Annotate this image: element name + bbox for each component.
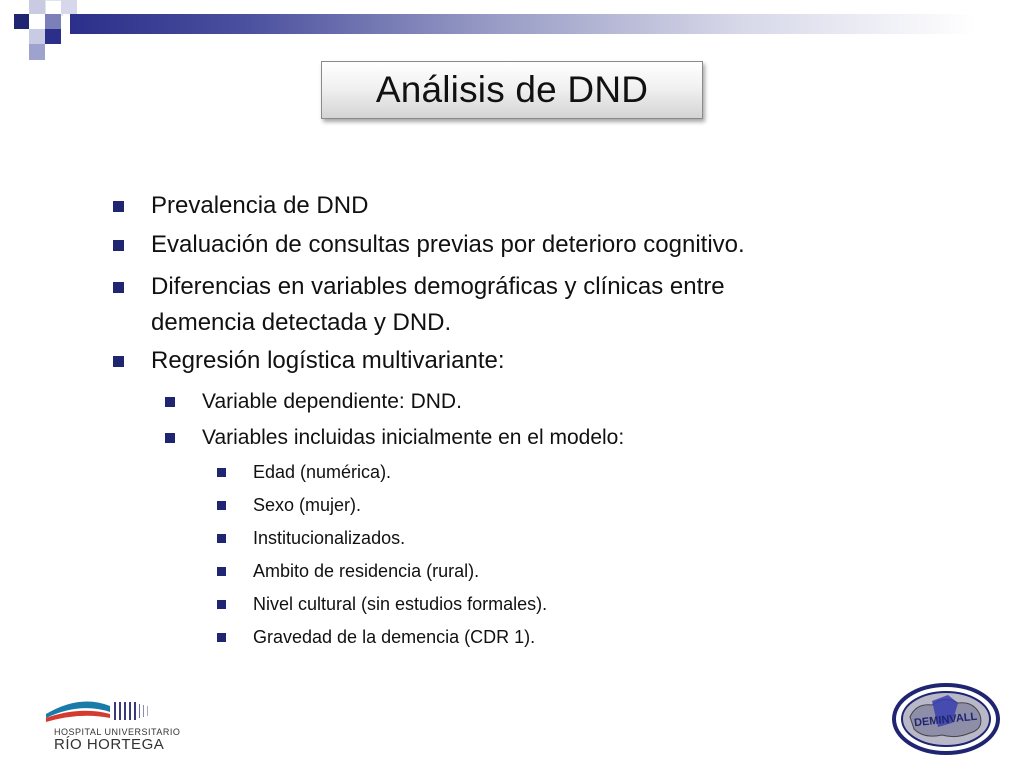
- brain-logo-icon: [892, 683, 1000, 755]
- sub-sub-bullet-text: Institucionalizados.: [253, 528, 406, 548]
- sub-sub-bullet-text: Sexo (mujer).: [253, 495, 362, 515]
- sub-sub-bullet-item: [253, 525, 405, 551]
- hospital-logo-mark: [40, 692, 190, 726]
- sub-bullet-item: [202, 388, 462, 416]
- sub-sub-bullet-text: Edad (numérica).: [253, 462, 392, 482]
- sub-sub-bullet-item: [253, 591, 547, 617]
- sub-bullet-marker: [165, 433, 175, 443]
- deminvall-logo: [892, 683, 1000, 755]
- sub-bullet-text: Variable dependiente: DND.: [202, 390, 462, 413]
- sub-sub-bullet-text: Nivel cultural (sin estudios formales).: [253, 594, 548, 614]
- hospital-name-big: RÍO HORTEGA: [54, 736, 165, 753]
- bullet-text: Diferencias en variables demográficas y clínicas entre: [151, 273, 725, 300]
- sub-bullet-marker: [165, 397, 175, 407]
- bullet-item: [151, 188, 368, 224]
- sub-sub-bullet-text: Ambito de residencia (rural).: [253, 561, 480, 581]
- bullet-marker: [113, 240, 124, 251]
- bullet-item: [151, 343, 505, 379]
- bullet-text: Prevalencia de DND: [151, 192, 369, 219]
- bullet-item: [151, 269, 725, 305]
- bullet-text: demencia detectada y DND.: [151, 309, 452, 336]
- hospital-logo: [40, 692, 190, 758]
- sub-sub-bullet-marker: [217, 534, 226, 543]
- bullet-text: Evaluación de consultas previas por deterioro cognitivo.: [151, 231, 745, 258]
- sub-bullet-item: [202, 424, 624, 452]
- hospital-name-small: HOSPITAL UNIVERSITARIO: [54, 727, 181, 737]
- sub-sub-bullet-marker: [217, 468, 226, 477]
- sub-bullet-text: Variables incluidas inicialmente en el modelo:: [202, 426, 625, 449]
- sub-sub-bullet-item: [253, 459, 391, 485]
- bullet-item-continuation: [151, 305, 451, 341]
- sub-sub-bullet-item: [253, 558, 479, 584]
- bullet-marker: [113, 282, 124, 293]
- sub-sub-bullet-text: Gravedad de la demencia (CDR 1).: [253, 627, 536, 647]
- deminvall-text: DEMINVALL: [913, 710, 978, 730]
- sub-sub-bullet-marker: [217, 633, 226, 642]
- sub-sub-bullet-marker: [217, 600, 226, 609]
- bullet-text: Regresión logística multivariante:: [151, 347, 505, 374]
- sub-sub-bullet-marker: [217, 567, 226, 576]
- sub-sub-bullet-item: [253, 624, 535, 650]
- bullet-marker: [113, 201, 124, 212]
- slide-title: Análisis de DND: [375, 69, 649, 110]
- bullet-item: [151, 227, 745, 263]
- sub-sub-bullet-marker: [217, 501, 226, 510]
- bullet-marker: [113, 356, 124, 367]
- sub-sub-bullet-item: [253, 492, 361, 518]
